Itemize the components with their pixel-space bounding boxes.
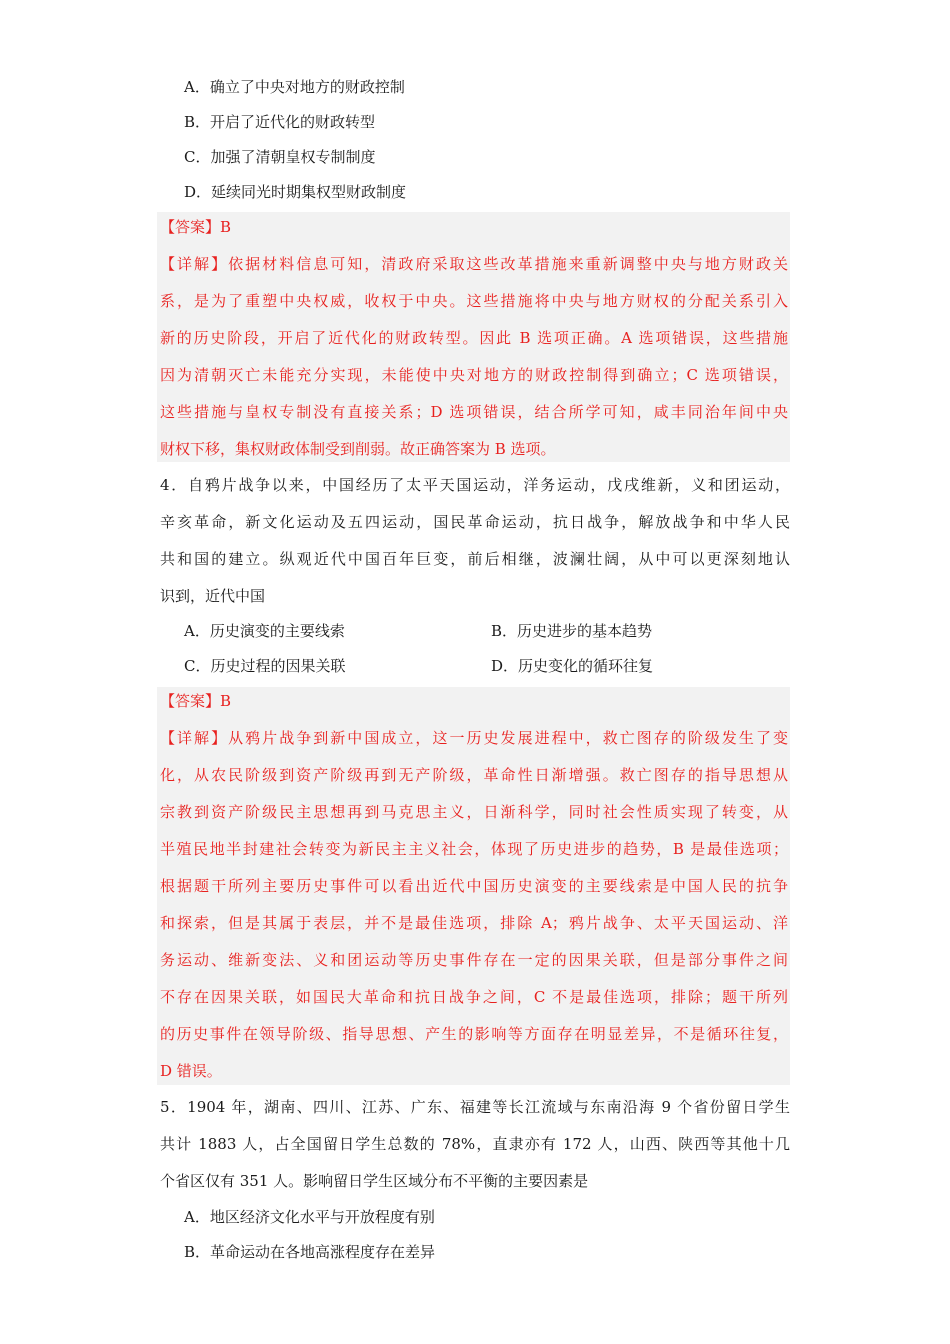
q3-option-d: D．延续同光时期集权型财政制度 <box>184 183 407 201</box>
q4-option-d: D．历史变化的循环往复 <box>491 657 654 675</box>
q3-explanation-line: 系，是为了重塑中央权威，收权于中央。这些措施将中央与地方财权的分配关系引入 <box>160 292 788 310</box>
q3-answer: 【答案】B <box>160 218 232 236</box>
q3-option-b: B．开启了近代化的财政转型 <box>184 113 376 131</box>
q5-stem-line: 共计 1883 人，占全国留日学生总数的 78%，直隶亦有 172 人，山西、陕西等其他十几 <box>160 1135 790 1153</box>
q4-answer: 【答案】B <box>160 692 232 710</box>
q4-explanation-line: 和探索，但是其属于表层，并不是最佳选项，排除 A；鸦片战争、太平天国运动、洋 <box>160 914 788 932</box>
q4-explanation-line: 宗教到资产阶级民主思想再到马克思主义，日渐科学，同时社会性质实现了转变，从 <box>160 803 788 821</box>
q4-explanation-line: 不存在因果关联，如国民大革命和抗日战争之间，C 不是最佳选项，排除；题干所列 <box>160 988 788 1006</box>
q3-explanation-line: 【详解】依据材料信息可知，清政府采取这些改革措施来重新调整中央与地方财政关 <box>160 255 788 273</box>
q4-explanation-line: 半殖民地半封建社会转变为新民主主义社会，体现了历史进步的趋势，B 是最佳选项； <box>160 840 788 858</box>
q4-explanation-line: 务运动、维新变法、义和团运动等历史事件存在一定的因果关联，但是部分事件之间 <box>160 951 788 969</box>
q4-stem-line: 4．自鸦片战争以来，中国经历了太平天国运动，洋务运动，戊戌维新，义和团运动， <box>160 476 790 494</box>
q5-stem-line: 5．1904 年，湖南、四川、江苏、广东、福建等长江流域与东南沿海 9 个省份留日学生 <box>160 1098 790 1116</box>
q4-option-b: B．历史进步的基本趋势 <box>491 622 653 640</box>
q4-stem-line: 共和国的建立。纵观近代中国百年巨变，前后相继，波澜壮阔，从中可以更深刻地认 <box>160 550 790 568</box>
q4-stem-line: 识到，近代中国 <box>160 587 266 605</box>
q5-option-b: B．革命运动在各地高涨程度存在差异 <box>184 1243 436 1261</box>
q5-option-a: A．地区经济文化水平与开放程度有别 <box>184 1208 435 1226</box>
q4-explanation-line: 化，从农民阶级到资产阶级再到无产阶级，革命性日渐增强。救亡图存的指导思想从 <box>160 766 788 784</box>
q4-option-c: C．历史过程的因果关联 <box>184 657 346 675</box>
q4-explanation-line: 【详解】从鸦片战争到新中国成立，这一历史发展进程中，救亡图存的阶级发生了变 <box>160 729 788 747</box>
q3-explanation-line: 因为清朝灭亡未能充分实现，未能使中央对地方的财政控制得到确立；C 选项错误， <box>160 366 788 384</box>
q5-stem-line: 个省区仅有 351 人。影响留日学生区域分布不平衡的主要因素是 <box>160 1172 589 1190</box>
q3-option-a: A．确立了中央对地方的财政控制 <box>184 78 405 96</box>
q3-explanation-line: 财权下移，集权财政体制受到削弱。故正确答案为 B 选项。 <box>160 440 556 458</box>
q4-explanation-line: 的历史事件在领导阶级、指导思想、产生的影响等方面存在明显差异，不是循环往复， <box>160 1025 788 1043</box>
q4-option-a: A．历史演变的主要线索 <box>184 622 345 640</box>
q3-explanation-line: 这些措施与皇权专制没有直接关系；D 选项错误，结合所学可知，咸丰同治年间中央 <box>160 403 788 421</box>
q3-explanation-line: 新的历史阶段，开启了近代化的财政转型。因此 B 选项正确。A 选项错误，这些措施 <box>160 329 788 347</box>
q4-explanation-line: D 错误。 <box>160 1062 222 1080</box>
q4-explanation-line: 根据题干所列主要历史事件可以看出近代中国历史演变的主要线索是中国人民的抗争 <box>160 877 788 895</box>
q4-stem-line: 辛亥革命，新文化运动及五四运动，国民革命运动，抗日战争，解放战争和中华人民 <box>160 513 790 531</box>
q3-option-c: C．加强了清朝皇权专制制度 <box>184 148 376 166</box>
